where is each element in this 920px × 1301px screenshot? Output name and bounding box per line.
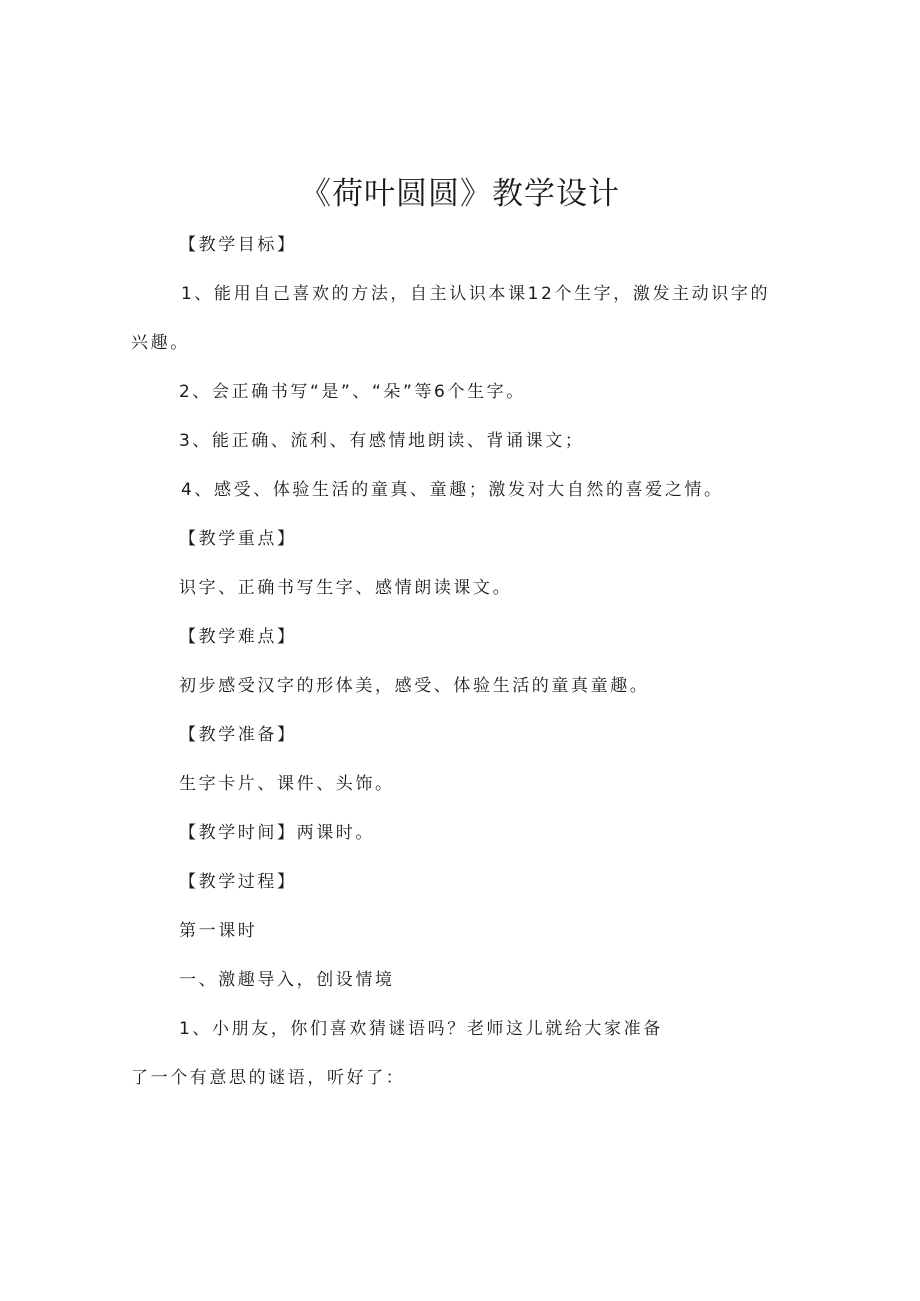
objective-4: 4、感受、体验生活的童真、童趣；激发对大自然的喜爱之情。 [181,480,724,500]
first-lesson-heading: 第一课时 [179,921,258,941]
heading-teaching-objectives: 【教学目标】 [179,235,297,255]
teaching-preparation-text: 生字卡片、课件、头饰。 [179,774,395,794]
document-title: 《荷叶圆圆》教学设计 [300,176,620,212]
heading-teaching-difficulty: 【教学难点】 [179,627,297,647]
heading-teaching-preparation: 【教学准备】 [179,725,297,745]
heading-teaching-process: 【教学过程】 [179,872,297,892]
objective-2: 2、会正确书写“是”、“朵”等6个生字。 [179,382,526,402]
teaching-time: 【教学时间】两课时。 [179,823,375,843]
teaching-focus-text: 识字、正确书写生字、感情朗读课文。 [179,578,513,598]
teaching-difficulty-text: 初步感受汉字的形体美，感受、体验生活的童真童趣。 [179,676,650,696]
objective-3: 3、能正确、流利、有感情地朗读、背诵课文； [179,431,585,451]
step-1-line-1: 1、小朋友，你们喜欢猜谜语吗？老师这儿就给大家准备 [179,1019,663,1039]
section-one-heading: 一、激趣导入，创设情境 [179,970,395,990]
objective-1-line-2: 兴趣。 [131,333,190,353]
heading-teaching-focus: 【教学重点】 [179,529,297,549]
objective-1-line-1: 1、能用自己喜欢的方法，自主认识本课12个生字，激发主动识字的 [181,284,771,304]
step-1-line-2: 了一个有意思的谜语，听好了： [131,1068,406,1088]
